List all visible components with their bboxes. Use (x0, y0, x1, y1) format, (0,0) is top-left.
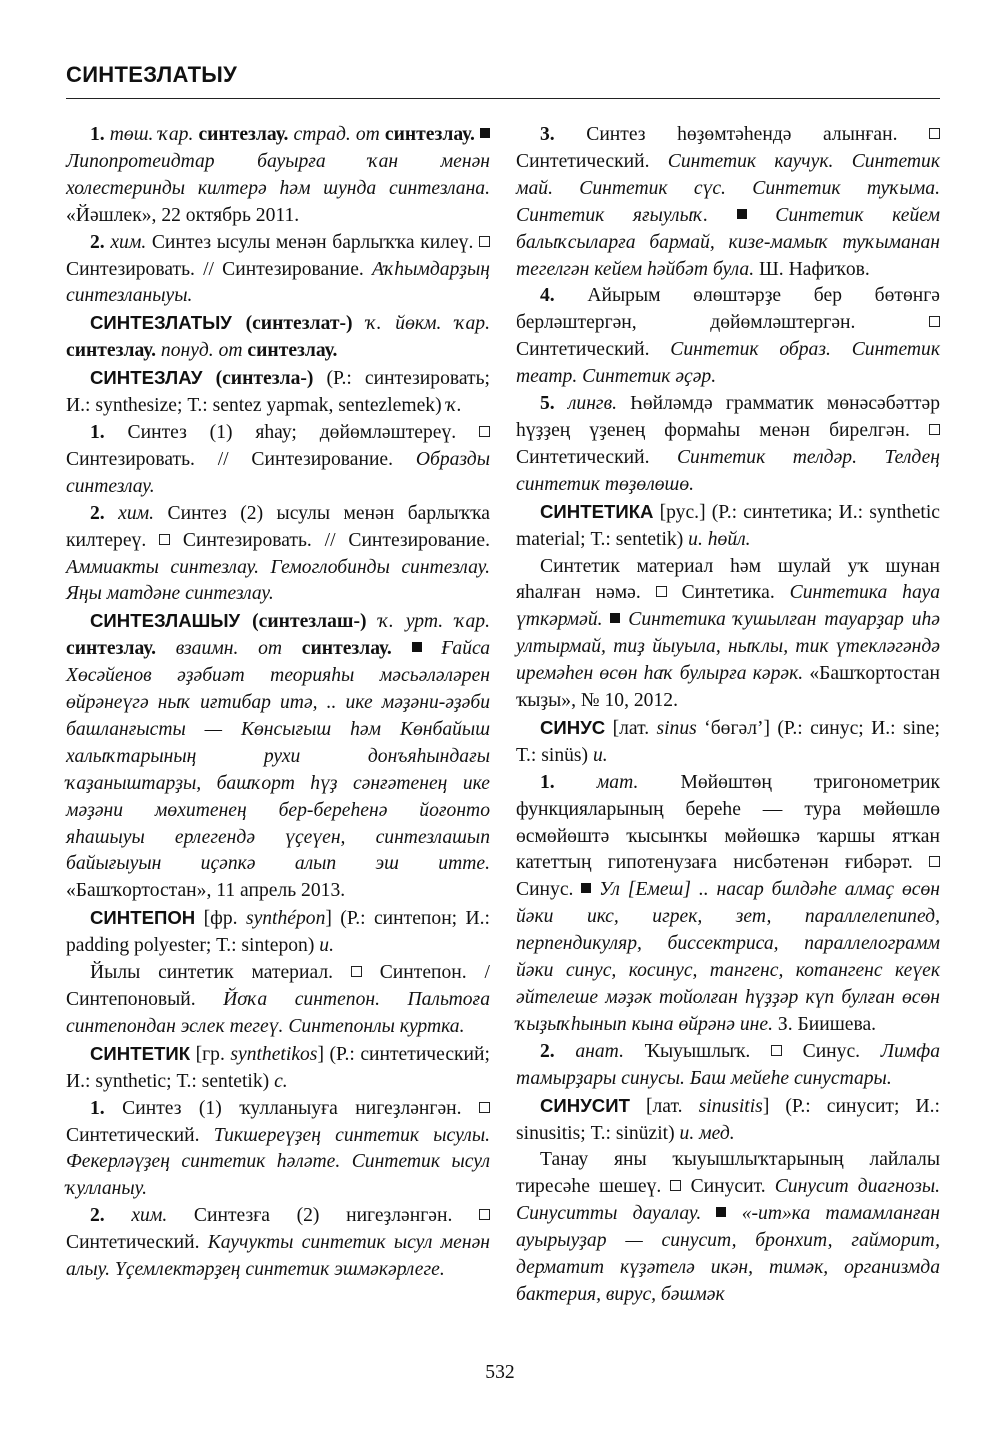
entry-text: лингв. (567, 393, 631, 415)
entry-text: Синтетический. (516, 339, 671, 361)
entry-text: Синтетик каучук. Синтетик май. Синтетик сүс. Синтетик туҡыма. Синтетик яғыулыҡ. (516, 150, 941, 226)
entry-paragraph (66, 420, 490, 501)
entry-text: синтезлау. (384, 124, 480, 145)
entry-paragraph (516, 770, 940, 1039)
filled-square-icon (581, 883, 591, 893)
entry-text: Синтетический. (66, 1232, 208, 1254)
entry-paragraph (66, 310, 490, 365)
entry-text: 1. (90, 421, 128, 443)
entry-text: Ҡыуышлыҡ. (644, 1040, 771, 1062)
entry-text: З. Биишева. (777, 1013, 877, 1035)
entry-text: (синтезлаш-) (240, 611, 379, 633)
entry-text: Аммиакты синтезлау. Гемоглобинды синтезлау. Яңы матдәне синтезлау. (66, 556, 490, 605)
entry-text: Синусит диагнозы. Синуситты дауалау. (516, 1176, 941, 1225)
entry-text: 4. (540, 285, 588, 307)
entry-text: Синтетик кейем балыҡсыларға бармай, кизе-мамыҡ туҡыманан тегелгән кейем һәйбәт була. (516, 204, 940, 280)
entry-text: «-ит»ка тамамланған ауырыуҙар — синусит, бронхит, гайморит, дерматит күҙәтелә икән, тимәк, организмда бактерия, вирус, бәшмәк (516, 1203, 940, 1305)
open-square-icon (929, 856, 940, 867)
entry-text: Танау яны ҡыуышлыҡтарының лайлалы тиресәһе шешеү. (516, 1149, 940, 1198)
entry-text: синтезлау. (247, 340, 338, 362)
entry-text: с. (274, 1070, 288, 1092)
running-head: СИНТЕЗЛАТЫУ (66, 62, 238, 87)
entry-paragraph (516, 1093, 940, 1148)
entry-text: и. (319, 935, 334, 957)
entry-text: 3. (540, 124, 587, 145)
entry-text: ‘бөгәл’] (Р.: синус; И.: sine; Т.: sinüs) (516, 717, 940, 766)
entry-text: sinusitis (698, 1095, 763, 1117)
entry-text: synthépon (245, 908, 326, 930)
entry-text: 1. (90, 124, 110, 145)
entry-paragraph (516, 499, 940, 554)
open-square-icon (479, 426, 490, 437)
entry-text: и. мед. (679, 1122, 735, 1144)
entry-text: synthetikos (230, 1043, 318, 1065)
entry-text: «Йәшлек», 22 октябрь 2011. (66, 204, 300, 226)
entry-text: Синтетика. (666, 582, 790, 604)
entry-text: Синтетик материал һәм шулай уҡ шунан яһалған нәмә. (516, 555, 940, 604)
entry-paragraph (516, 1039, 940, 1093)
entry-text: Синтетик телдәр. Телдең синтетик төҙөлөшө. (516, 446, 940, 495)
entry-text: ҡ. (446, 395, 462, 417)
filled-square-icon (412, 642, 422, 652)
entry-text: [фр. (195, 908, 246, 930)
entry-text: Йоҡа синтепон. Пальтоға синтепондан эслек тегеү. Синтепонлы куртка. (66, 989, 490, 1037)
entry-text: ] (Р.: синусит; И.: sinusitis; Т.: sinüzit) (516, 1095, 940, 1144)
entry-text: Мөйөштөң тригонометрик функцияларының береһе — тура мөйөшлө өсмөйөштә ҡысынҡы мөйөшкә ҡаршы ятҡан катеттың гипотенузаға нисбәтенән ғибәрәт. (516, 771, 941, 874)
open-square-icon (929, 316, 940, 327)
page-number: 532 (485, 1362, 515, 1383)
entry-text: синтезлау. (66, 638, 176, 660)
entry-text: Тикшереүҙең синтетик ысулы. Фекерләүҙең синтетик һәләте. Синтетик ысул ҡулланыу. (66, 1124, 491, 1200)
entry-text: Һөйләмдә грамматик мөнәсәбәттәр һүҙҙең үҙенең формаһы менән бирелгән. (516, 393, 940, 441)
headword: СИНТЕЗЛАТЫУ (90, 312, 232, 334)
entry-paragraph (516, 391, 940, 499)
entry-text: Синтез (1) ҡулланыуға нигеҙләнгән. (122, 1097, 479, 1119)
left-column (66, 122, 490, 1284)
headword: СИНУСИТ (540, 1094, 630, 1116)
open-square-icon (771, 1045, 782, 1056)
entry-text: Синус. (781, 1040, 881, 1062)
open-square-icon (479, 236, 490, 247)
right-column (516, 122, 940, 1309)
open-square-icon (929, 128, 940, 139)
entry-text: [лат. (605, 717, 657, 739)
entry-text: и. һөйл. (688, 528, 751, 550)
entry-paragraph (66, 960, 490, 1041)
entry-text: взаимн. от (175, 638, 302, 660)
entry-paragraph (66, 1096, 490, 1204)
entry-text: sinus (656, 717, 697, 739)
filled-square-icon (716, 1207, 726, 1217)
entry-text: хим. (110, 231, 152, 253)
entry-text: Синтез (1) яһау; дөйөмләштереү. (127, 421, 480, 443)
entry-text: 1. (540, 771, 597, 793)
entry-text: Синтетический. (516, 150, 668, 172)
entry-paragraph (516, 1147, 940, 1308)
entry-paragraph (66, 1041, 490, 1096)
entry-text: синтезлау. (198, 124, 294, 145)
entry-text: ] (Р.: синтепон; И.: padding polyester; Т.: sintepon) (66, 908, 491, 957)
headword: СИНУС (540, 716, 606, 738)
entry-text: Синтетик образ. Синтетик театр. Синтетик әҫәр. (516, 339, 940, 388)
headword: СИНТЕЗЛАУ (90, 367, 203, 389)
headword: СИНТЕЗЛАШЫУ (90, 610, 241, 632)
entry-paragraph (66, 1203, 490, 1284)
entry-text: синтезлау. (301, 638, 412, 660)
entry-text: ҡ. (366, 313, 396, 335)
entry-text: хим. (118, 502, 168, 524)
entry-text: анат. (575, 1040, 645, 1062)
entry-paragraph (66, 122, 490, 230)
entry-text: Синусит. (681, 1176, 775, 1198)
entry-text: [лат. (629, 1095, 699, 1117)
entry-text: Синтезировать. // Синтезирование. (66, 448, 416, 470)
entry-text: 5. (540, 393, 568, 415)
entry-text: 2. (90, 231, 111, 253)
entry-text: Синтез һөҙөмтәһендә алынған. (586, 124, 930, 145)
entry-paragraph (66, 501, 490, 609)
entry-text: Синтетика ҡушылған тауарҙар иһә ултырмай, тиҙ йыуыла, ныҡлы, тик үтекләгәндә иремәһен өсөн һаҡ булырға кәрәк. (516, 609, 940, 685)
entry-text: страд. от (293, 124, 385, 145)
entry-text: «Башҡортостан ҡыҙы», № 10, 2012. (516, 663, 940, 712)
entry-paragraph (516, 283, 940, 391)
entry-text: Каучукты синтетик ысул менән алыу. Үҫемлектәрҙең синтетик эшмәкәрлеге. (66, 1232, 490, 1281)
entry-text: ] (Р.: синтетический; И.: synthetic; Т.: sentetik) (66, 1043, 490, 1092)
entry-text: Синтетический. (516, 446, 677, 468)
entry-text: ҡ. урт. ҡар. (378, 611, 490, 633)
entry-text: Образды синтезлау. (66, 448, 490, 497)
entry-text: и. (592, 744, 608, 766)
headword: СИНТЕПОН (90, 907, 196, 929)
entry-paragraph (516, 715, 940, 770)
entry-text: хим. (131, 1205, 194, 1227)
entry-text: Синтетический. (66, 1124, 214, 1146)
entry-paragraph (66, 905, 490, 960)
entry-text: Аҡһымдарҙың синтезланыуы. (66, 258, 490, 307)
entry-text: 2. (90, 502, 119, 524)
headword: СИНТЕТИК (90, 1042, 191, 1064)
entry-paragraph (516, 554, 940, 715)
open-square-icon (656, 586, 667, 597)
entry-text: 1. (90, 1097, 123, 1119)
entry-text: (синтезлат-) (231, 313, 367, 335)
entry-text: 2. (90, 1205, 132, 1227)
open-square-icon (351, 966, 362, 977)
entry-text: [гр. (190, 1043, 231, 1065)
entry-text: Синтепон. / Синтепоновый. (66, 962, 490, 1010)
entry-text: «Башҡортостан», 11 апрель 2013. (66, 880, 346, 902)
entry-text: Синтезировать. // Синтезирование. (66, 258, 372, 280)
entry-text: (синтезла-) (202, 368, 327, 390)
entry-paragraph (516, 122, 940, 283)
headword: СИНТЕТИКА (540, 500, 654, 522)
open-square-icon (929, 424, 940, 435)
entry-text: Ш. Нафиҡов. (759, 258, 870, 280)
entry-paragraph (66, 608, 490, 905)
entry-text: йөкм. ҡар. (395, 313, 490, 335)
entry-text: Синтезға (2) нигеҙләнгән. (193, 1205, 480, 1227)
entry-text: Синтетика һауа үткәрмәй. (516, 582, 940, 631)
header-rule (66, 98, 940, 99)
entry-text: 2. (540, 1040, 576, 1062)
entry-text: синтезлау. (66, 340, 161, 362)
entry-paragraph (66, 230, 490, 311)
entry-text: Синтез (2) ысулы менән барлыҡҡа килтереү. (66, 502, 491, 551)
open-square-icon (670, 1180, 681, 1191)
entry-text: ҡар. (158, 124, 199, 145)
entry-text: (Р.: синтезировать; И.: synthesize; Т.: sentez yapmak, sentezlemek) (66, 368, 491, 417)
entry-text: понуд. от (160, 340, 248, 362)
entry-text: Йылы синтетик материал. (90, 962, 351, 984)
filled-square-icon (610, 613, 620, 623)
entry-text: Ғайса Хөсәйенов әҙәбиәт теорияһы мәсьәләләрен өйрәнеүгә ныҡ иғтибар итә, .. ике мәҙәни-әҙәби башланғысты — Көнсығыш һәм Көнбайыш халыҡтарының рухи донъяһындағы ҡаҙаныштарҙы, башҡорт һүҙ сәнғәтенең ике мәҙәни мөхитенең бер-береһенә йоғонто яһашыуы ерлегендә үҫеүен, синтезлашып байығыуын иҫәпкә алып эш итте. (66, 638, 491, 875)
entry-text: Синтез ысулы менән барлыҡҡа килеү. (151, 231, 480, 253)
entry-text: [рус.] (Р.: синтетика; И.: synthetic material; Т.: sentetik) (516, 501, 940, 550)
open-square-icon (479, 1102, 490, 1113)
entry-text: Айырым өлөштәрҙе бер бөтөнгә берләштергән, дөйөмләштергән. (516, 285, 941, 334)
entry-text: мат. (596, 771, 681, 793)
entry-text: Синус. (516, 879, 582, 901)
entry-text: Ул [Емеш] .. насар билдәһе алмаҫ өсөн йәки икс, игрек, зет, параллелепипед, перпендикуляр, биссектриса, параллелограмм йәки синус, косинус, тангенс, котангенс кеүек әйтелеше мәҙәк тойолған һүҙҙәр күп булған өсөн ҡыҙыҡһынып кына өйрәнә ине. (516, 879, 940, 1035)
open-square-icon (159, 534, 170, 545)
entry-text: Синтезировать. // Синтезирование. (170, 529, 490, 551)
entry-text: төш. (109, 124, 159, 145)
entry-text: Липопротеидтар бауырға ҡан менән холестеринды килтерә һәм шунда синтезлана. (66, 150, 490, 199)
open-square-icon (479, 1209, 490, 1220)
filled-square-icon (480, 128, 490, 138)
entry-text: Лимфа тамырҙары синусы. Баш мейеһе синустары. (516, 1040, 940, 1089)
filled-square-icon (737, 209, 747, 219)
entry-paragraph (66, 365, 490, 420)
